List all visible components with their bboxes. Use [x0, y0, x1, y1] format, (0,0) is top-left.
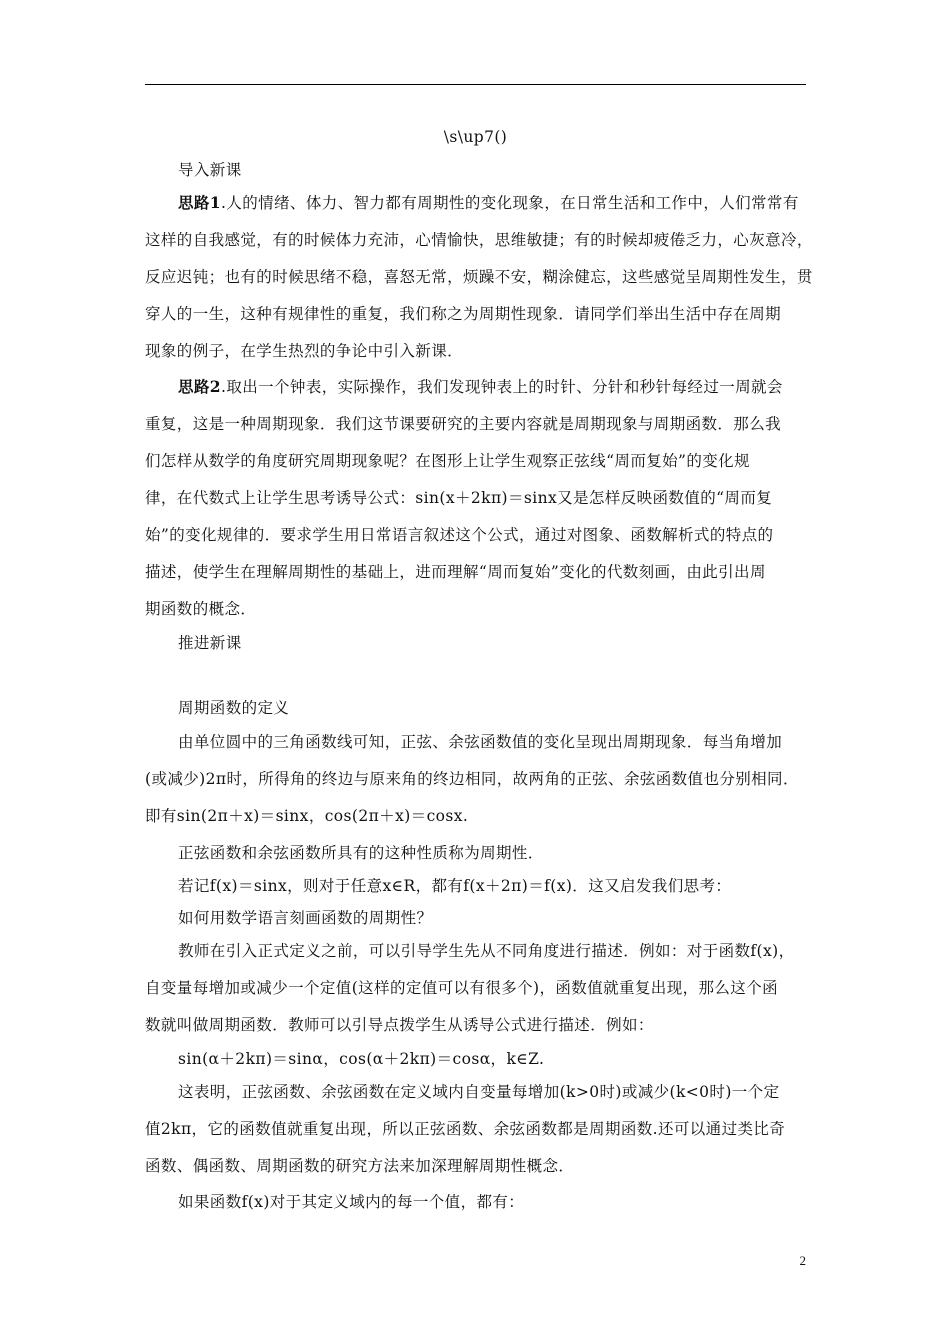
paragraph-7-line-1: 教师在引入正式定义之前，可以引导学生先从不同角度进行描述．例如：对于函数f(x)，: [178, 942, 795, 960]
paragraph-1-line-5: 现象的例子，在学生热烈的争论中引入新课．: [145, 342, 464, 360]
paragraph-1-text-1: .人的情绪、体力、智力都有周期性的变化现象，在日常生活和工作中，人们常常有: [221, 194, 799, 212]
paragraph-2-text-1: .取出一个钟表，实际操作，我们发现钟表上的时针、分针和秒针每经过一周就会: [221, 378, 783, 396]
paragraph-2-line-4: 律，在代数式上让学生思考诱导公式：sin(x＋2kπ)＝sinx又是怎样反映函数值的“周而复: [145, 489, 773, 507]
paragraph-1-line-1: [145, 192, 806, 214]
paragraph-2-line-5: 始”的变化规律的．要求学生用日常语言叙述这个公式，通过对图象、函数解析式的特点的: [145, 526, 774, 544]
paragraph-1-line-3: 反应迟钝；也有的时候思绪不稳，喜怒无常，烦躁不安，糊涂健忘，这些感觉呈周期性发生，贯: [145, 268, 813, 286]
paragraph-1-line-4: 穿人的一生，这种有规律性的重复，我们称之为周期性现象．请同学们举出生活中存在周期: [145, 305, 782, 323]
idea-1-label: 思路1: [178, 193, 221, 212]
paragraph-8-line-2: 值2kπ，它的函数值就重复出现，所以正弦函数、余弦函数都是周期函数.还可以通过类比奇: [145, 1120, 786, 1138]
page-number: 2: [799, 1253, 806, 1268]
paragraph-3-line-2: (或减少)2π时，所得角的终边与原来角的终边相同，故两角的正弦、余弦函数值也分别相同．: [145, 770, 799, 788]
paragraph-7-line-2: 自变量每增加或减少一个定值(这样的定值可以有很多个)，函数值就重复出现，那么这个函: [145, 979, 778, 997]
formula-line: sin(α＋2kπ)＝sinα，cos(α＋2kπ)＝cosα，k∈Z.: [178, 1050, 545, 1068]
paragraph-2-line-3: 们怎样从数学的角度研究周期现象呢？在图形上让学生观察正弦线“周而复始”的变化规: [145, 452, 750, 470]
definition-heading: 周期函数的定义: [178, 699, 290, 717]
paragraph-7-line-3: 数就叫做周期函数．教师可以引导点拨学生从诱导公式进行描述．例如：: [145, 1016, 654, 1034]
paragraph-2-line-6: 描述，使学生在理解周期性的基础上，进而理解“周而复始”变化的代数刻画，由此引出周: [145, 563, 766, 581]
section-heading-advance: 推进新课: [178, 634, 242, 652]
paragraph-2-line-1: [145, 376, 806, 398]
section-heading-intro: 导入新课: [178, 161, 242, 179]
paragraph-8-line-3: 函数、偶函数、周期函数的研究方法来加深理解周期性概念．: [145, 1157, 575, 1175]
paragraph-2-line-7: 期函数的概念．: [145, 600, 257, 618]
paragraph-4: 正弦函数和余弦函数所具有的这种性质称为周期性．: [178, 844, 544, 862]
paragraph-1-line-2: 这样的自我感觉，有的时候体力充沛，心情愉快，思维敏捷；有的时候却疲倦乏力，心灰意冷，: [145, 231, 813, 249]
paragraph-9: 如果函数f(x)对于其定义域内的每一个值，都有：: [178, 1193, 525, 1211]
header-rule: [145, 84, 806, 85]
paragraph-2-line-2: 重复，这是一种周期现象．我们这节课要研究的主要内容就是周期现象与周期函数．那么我: [145, 415, 782, 433]
paragraph-5: 若记f(x)＝sinx，则对于任意x∈R，都有f(x＋2π)＝f(x)．这又启发我们思考：: [178, 877, 732, 895]
paragraph-6: 如何用数学语言刻画函数的周期性？: [178, 909, 433, 927]
paragraph-8-line-1: 这表明，正弦函数、余弦函数在定义域内自变量每增加(k>0时)或减少(k<0时)一个定: [178, 1083, 780, 1101]
paragraph-3-line-1: 由单位圆中的三角函数线可知，正弦、余弦函数值的变化呈现出周期现象．每当角增加: [178, 733, 783, 751]
field-code-text: \s\up7(): [443, 128, 508, 146]
paragraph-3-line-3: 即有sin(2π＋x)＝sinx，cos(2π＋x)＝cosx.: [145, 807, 469, 825]
idea-2-label: 思路2: [178, 377, 221, 396]
